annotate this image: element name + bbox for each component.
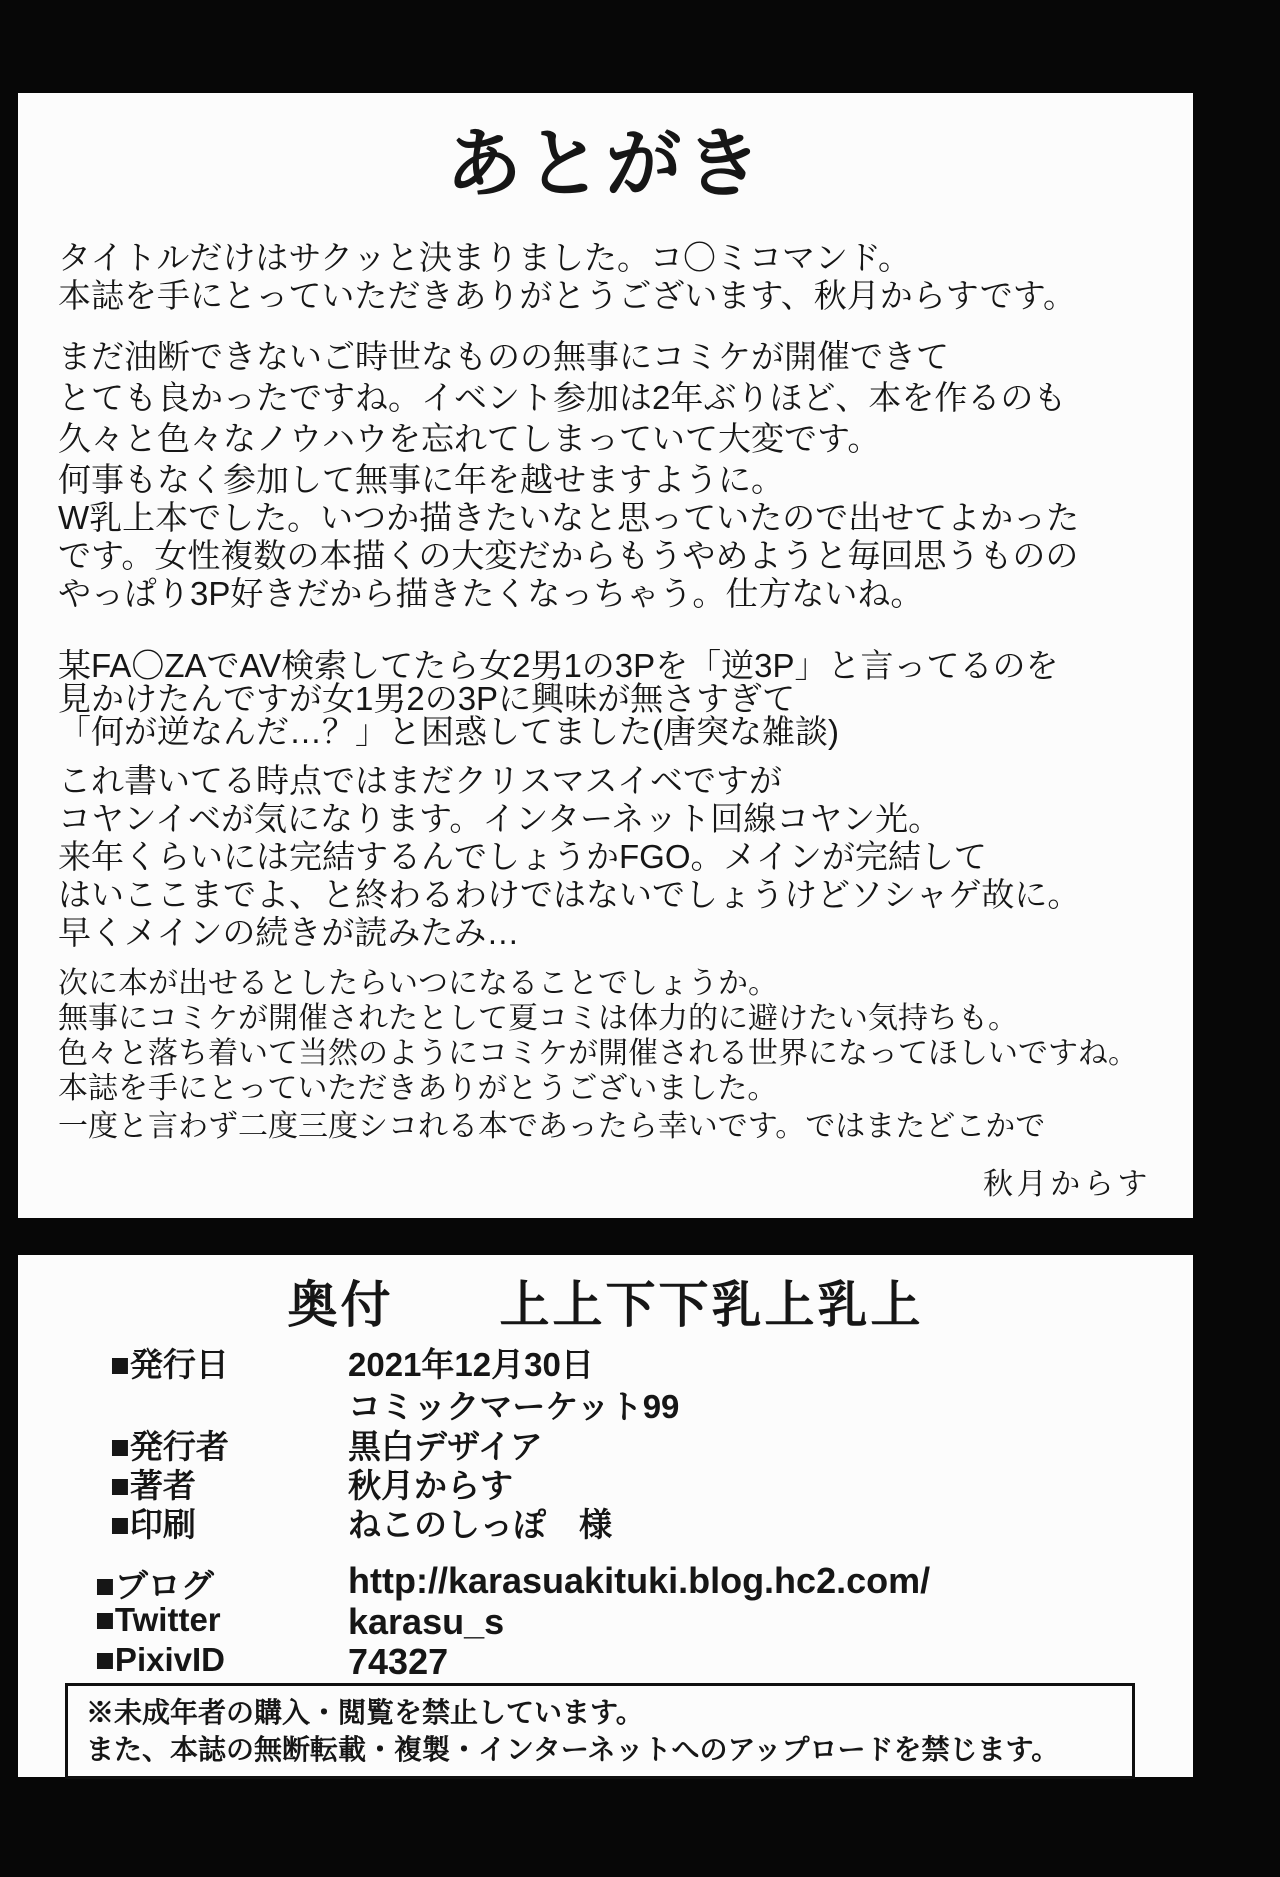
row-label: ■著者	[110, 1467, 196, 1504]
notice-line: また、本誌の無断転載・複製・インターネットへのアップロードを禁じます。	[86, 1735, 1060, 1766]
row-value: 秋月からす	[348, 1467, 513, 1504]
afterword-panel	[18, 93, 1193, 1218]
afterword-line: まだ油断できないご時世なものの無事にコミケが開催できて	[58, 338, 949, 375]
row-value: ねこのしっぽ 様	[348, 1506, 612, 1543]
afterword-line: 早くメインの続きが読みたみ…	[58, 914, 520, 951]
afterword-line: 見かけたんですが女1男2の3Pに興味が無さすぎて	[58, 680, 796, 717]
afterword-line: 久々と色々なノウハウを忘れてしまっていて大変です。	[58, 420, 881, 457]
afterword-line: 「何が逆なんだ…？」と困惑してました(唐突な雑談)	[58, 713, 839, 750]
afterword-line: これ書いてる時点ではまだクリスマスイベですが	[58, 762, 783, 799]
afterword-line: 次に本が出せるとしたらいつになることでしょうか。	[58, 967, 778, 1000]
afterword-line: 本誌を手にとっていただきありがとうございます、秋月からすです。	[58, 277, 1077, 314]
afterword-line: W乳上本でした。いつか描きたいなと思っていたので出せてよかった	[58, 499, 1080, 536]
row-value: コミックマーケット99	[348, 1388, 680, 1425]
row-label: ■印刷	[110, 1506, 196, 1543]
afterword-line: です。女性複数の本描くの大変だからもうやめようと毎回思うものの	[58, 537, 1079, 574]
afterword-line: はいここまでよ、と終わるわけではないでしょうけどソシャゲ故に。	[58, 876, 1081, 913]
colophon-row-publish-date	[110, 1339, 594, 1386]
afterword-line: 色々と落ち着いて当然のようにコミケが開催される世界になってほしいですね。	[58, 1037, 1138, 1070]
row-label: ■PixivID	[95, 1641, 225, 1678]
colophon-row-blog	[95, 1560, 930, 1607]
afterword-paragraph	[58, 499, 1079, 613]
afterword-line: タイトルだけはサクッと決まりました。コ〇ミコマンド。	[58, 239, 912, 276]
afterword-line: 本誌を手にとっていただきありがとうございました。	[58, 1072, 778, 1105]
afterword-paragraph	[58, 336, 1066, 500]
afterword-line: 無事にコミケが開催されたとして夏コミは体力的に避けたい気持ちも。	[58, 1002, 1018, 1035]
notice-line: ※未成年者の購入・閲覧を禁止しています。	[86, 1698, 644, 1729]
colophon-title: 奥付 上上下下乳上乳上	[287, 1277, 924, 1333]
afterword-line: 某FA〇ZAでAV検索してたら女2男1の3Pを「逆3P」と言ってるのを	[58, 647, 1059, 684]
age-restriction-notice-box	[65, 1683, 1135, 1779]
row-label: ■発行日	[110, 1346, 229, 1383]
row-value: 2021年12月30日	[348, 1346, 594, 1383]
afterword-line: 何事もなく参加して無事に年を越せますように。	[58, 461, 784, 498]
afterword-title: あとがき	[445, 122, 766, 207]
afterword-line: とても良かったですね。イベント参加は2年ぶりほど、本を作るのも	[58, 379, 1067, 416]
colophon-panel	[18, 1255, 1193, 1777]
colophon-row-pixiv	[95, 1641, 448, 1683]
afterword-line: やっぱり3P好きだから描きたくなっちゃう。仕方ないね。	[58, 575, 924, 612]
pixiv-id-text: 74327	[348, 1641, 449, 1682]
afterword-paragraph	[58, 966, 1138, 1071]
afterword-paragraph	[58, 649, 1059, 748]
afterword-paragraph	[58, 1070, 1045, 1146]
row-label: ■発行者	[110, 1428, 229, 1465]
afterword-line: コヤンイベが気になります。インターネット回線コヤン光。	[58, 800, 942, 837]
row-value: 黒白デザイア	[348, 1428, 543, 1465]
blog-url-text: http://karasuakituki.blog.hc2.com/	[348, 1560, 931, 1601]
afterword-line: 来年くらいには完結するんでしょうかFGO。メインが完結して	[58, 838, 987, 875]
afterword-line: 一度と言わず二度三度シコれる本であったら幸いです。ではまたどこかで	[58, 1110, 1046, 1143]
colophon-row-printer	[110, 1499, 612, 1546]
afterword-paragraph	[58, 239, 1076, 315]
twitter-handle-text: karasu_s	[348, 1601, 505, 1642]
afterword-signature: 秋月からす	[983, 1168, 1151, 1201]
afterword-paragraph	[58, 762, 1080, 952]
row-label: ■Twitter	[95, 1601, 221, 1638]
row-label: ■ブログ	[95, 1567, 214, 1604]
colophon-row-twitter	[95, 1601, 504, 1643]
